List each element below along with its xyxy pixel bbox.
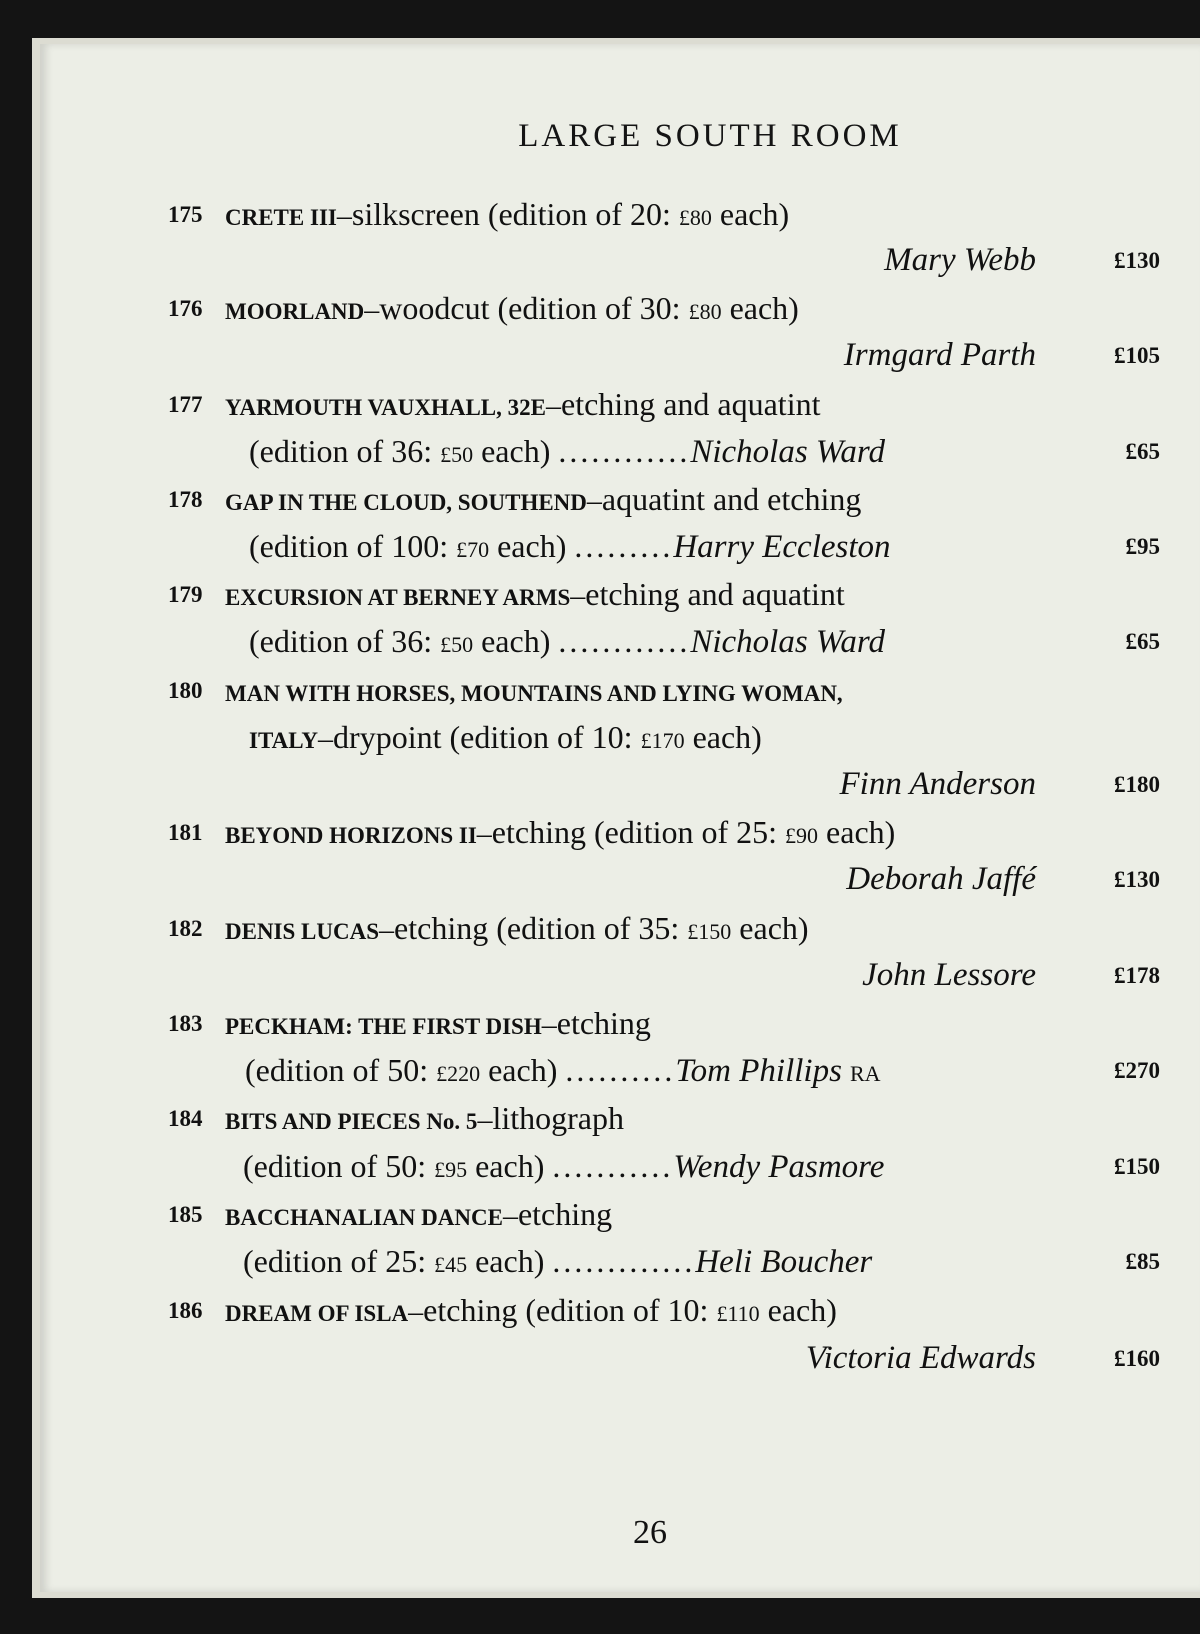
entry-178-line1: 178 GAP IN THE CLOUD, SOUTHEND–aquatint and etching: [168, 481, 862, 517]
entry-180-line1: [0, 672, 1200, 722]
edition-price: £110: [716, 1301, 760, 1326]
entry-title: PECKHAM: THE FIRST DISH: [225, 1014, 542, 1039]
entry-number: 177: [168, 392, 203, 417]
edition-tail: each): [489, 528, 567, 564]
entry-176-line2: [0, 337, 1200, 387]
edition-price: £95: [434, 1157, 468, 1182]
entry-title: DREAM OF ISLA: [225, 1301, 409, 1326]
entry-number: 178: [168, 487, 203, 512]
edition-info: (edition of 50:: [245, 1052, 437, 1088]
entry-178-line2: [0, 528, 1200, 578]
entry-182-line1: 182 DENIS LUCAS–etching (edition of 35: £150 each): [168, 910, 809, 946]
entry-181-line1: 181 BEYOND HORIZONS II–etching (edition of 25: £90 each): [168, 814, 896, 850]
price: £130: [1114, 867, 1160, 892]
entry-medium: etching: [517, 1196, 613, 1232]
edition-price: £70: [456, 537, 490, 562]
entry-183-line1: 183 PECKHAM: THE FIRST DISH–etching: [168, 1005, 651, 1041]
entry-186-line1: 186 DREAM OF ISLA–etching (edition of 10: £110 each): [168, 1292, 837, 1328]
entry-number: 183: [168, 1011, 203, 1036]
entry-title: YARMOUTH VAUXHALL, 32E: [225, 395, 546, 420]
edition-tail: each): [473, 433, 551, 469]
entry-medium: silkscreen (edition of 20:: [351, 196, 679, 232]
edition-price: £170: [640, 728, 685, 753]
entry-title: MAN WITH HORSES, MOUNTAINS AND LYING WOMAN,: [225, 681, 843, 706]
entry-medium: etching (edition of 10:: [423, 1292, 717, 1328]
artist-name: Deborah Jaffé: [846, 861, 1036, 897]
entry-number: 176: [168, 296, 203, 321]
edition-info: (edition of 100:: [249, 528, 457, 564]
page-number: 26: [633, 1514, 667, 1551]
edition-price: £220: [436, 1061, 481, 1086]
entry-title: DENIS LUCAS: [225, 919, 380, 944]
entry-179-line2: [0, 623, 1200, 673]
price: £65: [1125, 439, 1160, 464]
edition-tail: each): [721, 290, 799, 326]
entry-medium: aquatint and etching: [601, 481, 862, 517]
entry-number: 186: [168, 1298, 203, 1323]
artist-name: Harry Eccleston: [673, 529, 891, 565]
entry-title-cont: ITALY: [249, 728, 319, 753]
entry-title: GAP IN THE CLOUD, SOUTHEND: [225, 490, 587, 515]
price: £150: [1114, 1154, 1160, 1179]
leader-dots: ..........: [565, 1052, 676, 1088]
entry-title: CRETE III: [225, 205, 337, 230]
entry-185-line1: 185 BACCHANALIAN DANCE–etching: [168, 1196, 613, 1232]
leader-dots: ............: [558, 623, 691, 659]
entry-medium: lithograph: [492, 1100, 624, 1136]
entry-title: BEYOND HORIZONS II: [225, 823, 477, 848]
edition-price: £50: [440, 442, 474, 467]
edition-tail: each): [684, 719, 762, 755]
edition-info: (edition of 36:: [249, 433, 441, 469]
artist-suffix: RA: [849, 1061, 881, 1086]
entry-175-line2: [0, 242, 1200, 292]
entry-medium: etching and aquatint: [585, 576, 845, 612]
entry-number: 181: [168, 820, 203, 845]
entry-179-line1: 179 EXCURSION AT BERNEY ARMS–etching and aquatint: [168, 576, 845, 612]
edition-price: £50: [440, 632, 474, 657]
price: £130: [1114, 248, 1160, 273]
edition-price: £80: [688, 299, 722, 324]
entry-175-line1: 175 CRETE III–silkscreen (edition of 20: £80 each): [168, 196, 790, 232]
edition-tail: each): [467, 1243, 545, 1279]
entry-number: 185: [168, 1202, 203, 1227]
edition-tail: each): [731, 910, 809, 946]
price: £105: [1114, 343, 1160, 368]
edition-tail: each): [759, 1292, 837, 1328]
edition-tail: each): [467, 1148, 545, 1184]
edition-info: (edition of 50:: [243, 1148, 435, 1184]
price: £85: [1125, 1249, 1160, 1274]
leader-dots: ...........: [552, 1148, 674, 1184]
artist-name: Tom Phillips: [675, 1053, 842, 1089]
artist-name: Wendy Pasmore: [673, 1149, 885, 1185]
edition-tail: each): [711, 196, 790, 232]
entry-number: 184: [168, 1106, 203, 1131]
entry-medium: woodcut (edition of 30:: [379, 290, 689, 326]
entry-number: 180: [168, 678, 203, 703]
leader-dots: .............: [552, 1243, 696, 1279]
price: £95: [1125, 534, 1160, 559]
entry-177-line1: 177 YARMOUTH VAUXHALL, 32E–etching and aquatint: [168, 386, 821, 422]
price: £270: [1114, 1058, 1160, 1083]
artist-name: Nicholas Ward: [690, 434, 886, 470]
edition-info: (edition of 25:: [243, 1243, 435, 1279]
leader-dots: ............: [558, 433, 691, 469]
entry-182-line2: [0, 957, 1200, 1007]
artist-name: Victoria Edwards: [805, 1340, 1036, 1376]
edition-tail: each): [818, 814, 896, 850]
artist-name: Nicholas Ward: [690, 624, 886, 660]
entry-medium: etching (edition of 25:: [491, 814, 786, 850]
artist-name: Heli Boucher: [695, 1244, 873, 1280]
artist-name: Mary Webb: [884, 242, 1036, 278]
price: £65: [1125, 629, 1160, 654]
entry-title: EXCURSION AT BERNEY ARMS: [225, 585, 571, 610]
edition-price: £80: [678, 205, 712, 230]
entry-181-line2: [0, 861, 1200, 911]
entry-177-line2: [0, 433, 1200, 483]
price: £180: [1114, 772, 1160, 797]
edition-price: £45: [434, 1252, 468, 1277]
entry-186-line2: [0, 1340, 1200, 1390]
price: £178: [1114, 963, 1160, 988]
edition-tail: each): [480, 1052, 558, 1088]
entry-medium: drypoint (edition of 10:: [333, 719, 641, 755]
entry-title: MOORLAND: [225, 299, 365, 324]
edition-price: £150: [687, 919, 732, 944]
page-heading: LARGE SOUTH ROOM: [518, 118, 902, 154]
artist-name: Finn Anderson: [839, 766, 1036, 802]
entry-number: 175: [168, 202, 203, 227]
entry-185-line2: [0, 1243, 1200, 1293]
entry-title: BACCHANALIAN DANCE: [225, 1205, 503, 1230]
entry-180-line2: ITALY–drypoint (edition of 10: £170 each): [249, 719, 762, 755]
entry-176-line1: 176 MOORLAND–woodcut (edition of 30: £80 each): [168, 290, 799, 326]
entry-medium: etching and aquatint: [561, 386, 821, 422]
entry-medium: etching: [556, 1005, 651, 1041]
artist-name: Irmgard Parth: [843, 337, 1036, 373]
entry-183-line2: [0, 1052, 1200, 1102]
entry-number: 179: [168, 582, 203, 607]
leader-dots: .........: [574, 528, 674, 564]
entry-medium: etching (edition of 35:: [394, 910, 688, 946]
entry-184-line2: [0, 1148, 1200, 1198]
price: £160: [1114, 1346, 1160, 1371]
entry-number: 182: [168, 916, 203, 941]
edition-info: (edition of 36:: [249, 623, 441, 659]
edition-price: £90: [785, 823, 819, 848]
artist-name: John Lessore: [862, 957, 1036, 993]
entry-184-line1: 184 BITS AND PIECES No. 5–lithograph: [168, 1100, 624, 1136]
edition-tail: each): [473, 623, 551, 659]
entry-title: BITS AND PIECES No. 5: [225, 1109, 478, 1134]
entry-180-line3: [0, 766, 1200, 816]
